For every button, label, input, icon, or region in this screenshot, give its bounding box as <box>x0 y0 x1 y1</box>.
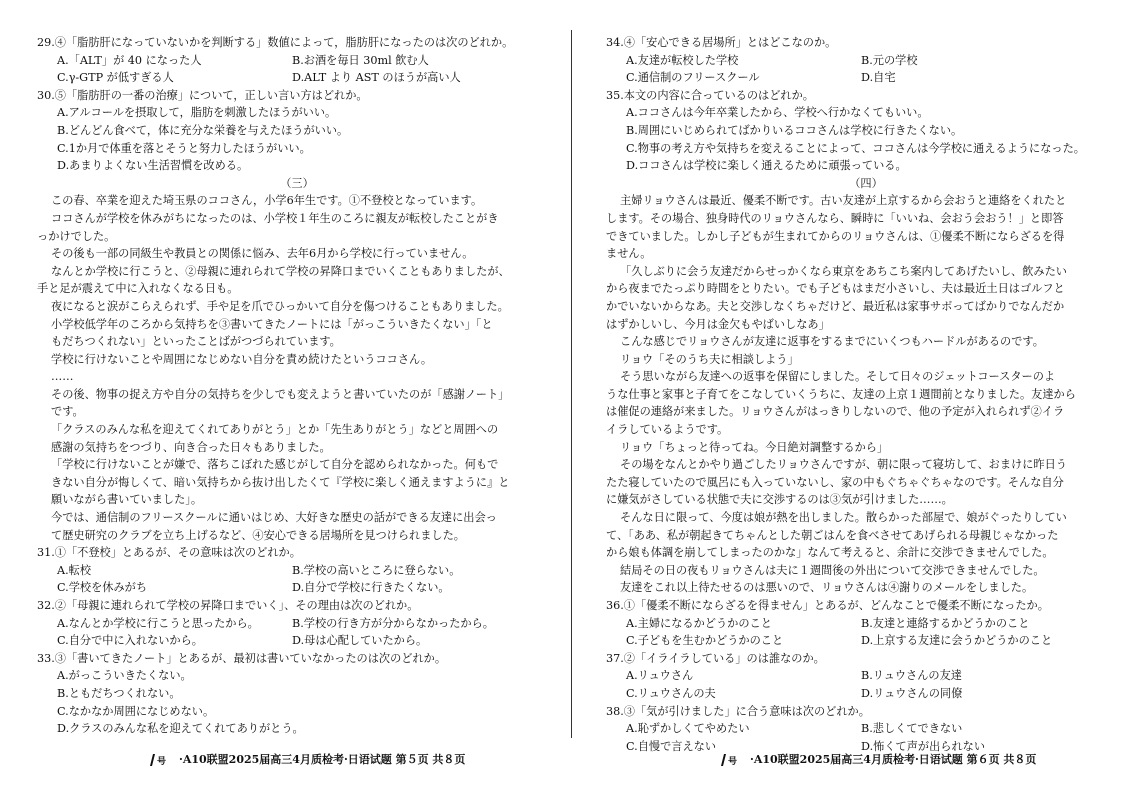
page-divider <box>571 30 572 738</box>
q34-stem: 34.④「安心できる居場所」とはどこなのか。 <box>606 36 837 49</box>
svg-text:号: 号 <box>157 756 167 767</box>
page-6 <box>606 34 1126 755</box>
q32-options-row2 <box>37 632 557 650</box>
q30-stem: 30.⑤「脂肪肝の一番の治療」について，正しい言い方はどれか。 <box>37 88 368 102</box>
page-5-footer <box>147 751 465 769</box>
q36-option-d: D.上京する友達に会うかどうかのこと <box>861 634 1053 648</box>
passage3-line: なんとか学校に行こうと、②母親に連れられて学校の昇降口までいくこともありましたが、 <box>51 264 510 278</box>
q36-stem: 36.①「優柔不断にならざるを得ません」とあるが、どんなことで優柔不断になったか。 <box>606 599 1049 612</box>
page-5 <box>37 34 557 738</box>
q31-options-row2 <box>37 579 557 597</box>
passage4-line: に嫌気がさしている状態で夫に交渉するのは③気が引けました……。 <box>606 493 953 507</box>
q29-option-c: C.γ-GTP が低すぎる人 <box>57 71 174 85</box>
passage4-line: たた寝していたので風呂にも入っていないし、家の中もぐちゃぐちゃなのです。そんな自分 <box>606 475 1064 489</box>
passage4-line: その場をなんとかやり過ごしたリョウさんですが、朝に限って寝坊して、おまけに昨日う <box>620 458 1067 472</box>
passage4-line: そう思いながら友達への返事を保留にしました。そして日々のジェットコースターのよ <box>620 370 1056 384</box>
q34-option-a: A.友達が転校した学校 <box>626 53 739 67</box>
page-6-footer-text: ·A10联盟2025届高三4月质检考·日语试题 第６页 共８页 <box>750 753 1037 766</box>
section-heading-3: （三） <box>280 176 314 190</box>
passage4-line: ません。 <box>606 247 652 261</box>
q33-option-c: C.なかなか周囲になじめない。 <box>57 704 215 718</box>
passage3-line: その後、物事の捉え方や自分の気持ちを少しでも変えようと書いていたのが「感謝ノート」 <box>51 387 510 401</box>
passage3-line: 今では、通信制のフリースクールに通いはじめ、大好きな歴史の話ができる友達に出会っ <box>51 511 497 525</box>
q35-stem: 35.本文の内容に合っているのはどれか。 <box>606 88 814 102</box>
passage3-line: 小学校低学年のころから気持ちを③書いてきたノートには「がっこういきたくない」「と <box>51 317 493 331</box>
passage3-line: その後も一部の同級生や教員との関係に悩み、去年6月から学校に行っていません。 <box>51 247 474 261</box>
passage3-line: もだちつくれない」といったことばがつづられています。 <box>51 335 341 349</box>
q34-option-d: D.自宅 <box>861 71 896 85</box>
passage3-line: です。 <box>51 405 84 419</box>
passage3-line: 「クラスのみんな私を迎えてくれてありがとう」とか「先生ありがとう」などと周囲への <box>51 423 499 437</box>
page-6-footer <box>718 751 1036 769</box>
q36-option-c: C.子どもを生むかどうかのこと <box>626 634 784 648</box>
q31-options-row1 <box>37 562 557 580</box>
q38-option-c: C.自慢で言えない <box>626 739 717 753</box>
q32-option-b: B.学校の行き方が分からなかったから。 <box>292 616 494 630</box>
q30-option-a: A.アルコールを摂取して，脂肪を刺激したほうがいい。 <box>57 106 337 120</box>
q31-option-c: C.学校を休みがち <box>57 581 148 595</box>
passage3-line: きない自分が悔しくて、暗い気持ちから抜け出したくて『学校に楽しく通えますように』と <box>51 475 510 489</box>
passage3-line: て歴史研究のクラブを立ち上げるなど、④安心できる居場所を見つけられました。 <box>51 528 465 542</box>
q33-option-b: B.ともだちつくれない。 <box>57 686 181 700</box>
passage4-line: かでいないからなあ。夫と交渉しなくちゃだけど、最近私は家事サボってばかりでなんだか <box>606 299 1065 313</box>
q33-option-d: D.クラスのみんな私を迎えてくれてありがとう。 <box>57 722 304 736</box>
q38-option-d: D.怖くて声が出られない <box>861 739 986 753</box>
q38-options-row1 <box>606 720 1126 738</box>
passage3-line: っかけでした。 <box>37 229 116 243</box>
q32-stem: 32.②「母親に連れられて学校の昇降口までいく」、その理由は次のどれか。 <box>37 599 419 612</box>
passage3-line: 手と足が震えて中に入れなくなる日も。 <box>37 282 239 296</box>
q37-option-b: B.リュウさんの友達 <box>861 669 962 683</box>
passage4-line: 結局その日の夜もリョウさんは夫に１週間後の外出について交渉できませんでした。 <box>620 563 1045 577</box>
q29-option-b: B.お酒を毎日 30ml 飲む人 <box>292 53 429 67</box>
passage3-line: …… <box>51 370 74 384</box>
passage4-line: 主婦リョウさんは最近、優柔不断です。古い友達が上京するから会おうと連絡をくれたと <box>620 194 1067 208</box>
q29-option-d: D.ALT より AST のほうが高い人 <box>292 71 461 85</box>
passage4-line: から娘も体調を崩してしまったのかな」なんて考えると、余計に交渉できませんでした。 <box>606 546 1054 560</box>
q32-option-a: A.なんとか学校に行こうと思ったから。 <box>57 616 259 630</box>
q30-option-d: D.あまりよくない生活習慣を改める。 <box>57 159 249 173</box>
q37-options-row1 <box>606 667 1126 685</box>
q34-option-b: B.元の学校 <box>861 53 918 67</box>
q34-option-c: C.通信制のフリースクール <box>626 71 760 85</box>
passage4-line: うな仕事と家事と子育てをこなしていくうちに、友達の上京１週間前となりました。友達から <box>606 387 1076 401</box>
q29-option-a: A.「ALT」が 40 になった人 <box>57 53 202 67</box>
svg-text:号: 号 <box>728 756 738 767</box>
q31-option-d: D.自分で学校に行きたくない。 <box>292 581 450 595</box>
q32-option-d: D.母は心配していたから。 <box>292 634 428 648</box>
q30-option-b: B.どんどん食べて，体に充分な栄養を与えたほうがいい。 <box>57 123 349 137</box>
passage3-line: ココさんが学校を休みがちになったのは、小学校１年生のころに親友が転校したことがき <box>51 211 499 225</box>
q36-options-row1 <box>606 615 1126 633</box>
passage3-line: 願いながら書いていました」。 <box>51 493 203 507</box>
passage3-line: 夜になると涙がこらえられず、手や足を爪でひっかいて自分を傷つけることもありました。 <box>51 299 509 313</box>
q36-option-b: B.友達と連絡するかどうかのこと <box>861 616 1030 630</box>
q37-option-a: A.リュウさん <box>626 669 694 683</box>
passage4-line: そんな日に限って、今度は娘が熱を出しました。散らかった部屋で、娘がぐったりしてい <box>620 511 1067 525</box>
brand-logo-icon <box>147 753 175 767</box>
passage4-line: こんな感じでリョウさんが友達に返事をするまでにいくつもハードルがあるのです。 <box>620 335 1044 349</box>
q29-stem: 29.④「脂肪肝になっていないかを判断する」数値によって，脂肪肝になったのは次のどれか。 <box>37 36 514 49</box>
brand-logo-icon <box>718 753 746 767</box>
passage4-line: は催促の連絡が来ました。リョウさんがはっきりしないので、他の予定が入れられず②イラ <box>606 405 1065 419</box>
passage4-line: はずかしいし、今月は金欠もやばいしなあ」 <box>606 317 830 331</box>
q32-options-row1 <box>37 615 557 633</box>
q33-option-a: A.がっこういきたくない。 <box>57 669 192 683</box>
q38-option-a: A.恥ずかしくてやめたい <box>626 722 750 736</box>
q29-options-row2 <box>37 69 557 87</box>
q37-option-d: D.リュウさんの同僚 <box>861 686 963 700</box>
passage4-line: イラしているようです。 <box>606 423 729 437</box>
q33-stem: 33.③「書いてきたノート」とあるが、最初は書いていなかったのは次のどれか。 <box>37 651 447 665</box>
q32-option-c: C.自分で中に入れないから。 <box>57 634 203 648</box>
q30-option-c: C.1か月で体重を落とそうと努力したほうがいい。 <box>57 141 311 155</box>
passage4-line: できていました。しかし子どもが生まれてからのリョウさんは、①優柔不断にならざるを得 <box>606 229 1065 243</box>
q37-options-row2 <box>606 685 1126 703</box>
passage4-line: 「久しぶりに会う友達だからせっかくなら東京をあちこち案内してあげたいし、飲みたい <box>620 264 1067 278</box>
q38-option-b: B.悲しくてできない <box>861 722 963 736</box>
q31-option-a: A.転校 <box>57 563 92 577</box>
q37-option-c: C.リュウさんの夫 <box>626 686 716 700</box>
q37-stem: 37.②「イライラしている」のは誰なのか。 <box>606 651 825 665</box>
q31-option-b: B.学校の高いところに登らない。 <box>292 563 461 577</box>
q34-options-row1 <box>606 52 1126 70</box>
q35-option-b: B.周囲にいじめられてばかりいるココさんは学校に行きたくない。 <box>626 123 963 137</box>
q34-options-row2 <box>606 69 1126 87</box>
passage4-line: します。その場合、独身時代のリョウさんなら、瞬時に「いいね、会おう会おう！」と即答 <box>606 211 1064 225</box>
q35-option-d: D.ココさんは学校に楽しく通えるために頑張っている。 <box>626 159 907 173</box>
q29-options-row1 <box>37 52 557 70</box>
passage3-line: 感謝の気持ちをつづり、向き合った日々もありました。 <box>51 440 331 454</box>
q31-stem: 31.①「不登校」とあるが、その意味は次のどれか。 <box>37 546 301 560</box>
passage4-line: て、「ああ、私が朝起きてちゃんとした朝ごはんを食べさせてあげられる母親じゃなかった <box>606 528 1059 542</box>
passage4-line: 友達をこれ以上待たせるのは悪いので、リョウさんは④謝りのメールをしました。 <box>620 581 1034 595</box>
section-heading-4: （四） <box>849 176 883 190</box>
q36-options-row2 <box>606 632 1126 650</box>
passage3-line: 「学校に行けないことが嫌で、落ちこぼれた感じがして自分を認められなかった。何もで <box>51 458 499 472</box>
q35-option-a: A.ココさんは今年卒業したから、学校へ行かなくてもいい。 <box>626 106 929 120</box>
passage3-line: この春、卒業を迎えた埼玉県のココさん，小学6年生です。①不登校となっています。 <box>51 194 483 208</box>
passage4-line: リョウ「そのうち夫に相談しよう」 <box>620 352 799 366</box>
q36-option-a: A.主婦になるかどうかのこと <box>626 616 772 630</box>
passage3-line: 学校に行けないことや周囲になじめない自分を責め続けたというココさん。 <box>51 352 433 366</box>
page-5-footer-text: ·A10联盟2025届高三4月质检考·日语试题 第５页 共８页 <box>179 753 466 766</box>
q38-stem: 38.③「気が引けました」に合う意味は次のどれか。 <box>606 704 870 718</box>
q35-option-c: C.物事の考え方や気持ちを変えることによって、ココさんは今学校に通えるようになった。 <box>626 141 1085 155</box>
passage4-line: から夜までたっぷり時間をとりたい。でも子どもはまだ小さいし、夫は最近土日はゴルフと <box>606 282 1065 296</box>
passage4-line: リョウ「ちょっと待ってね。今日絶対調整するから」 <box>620 440 889 454</box>
